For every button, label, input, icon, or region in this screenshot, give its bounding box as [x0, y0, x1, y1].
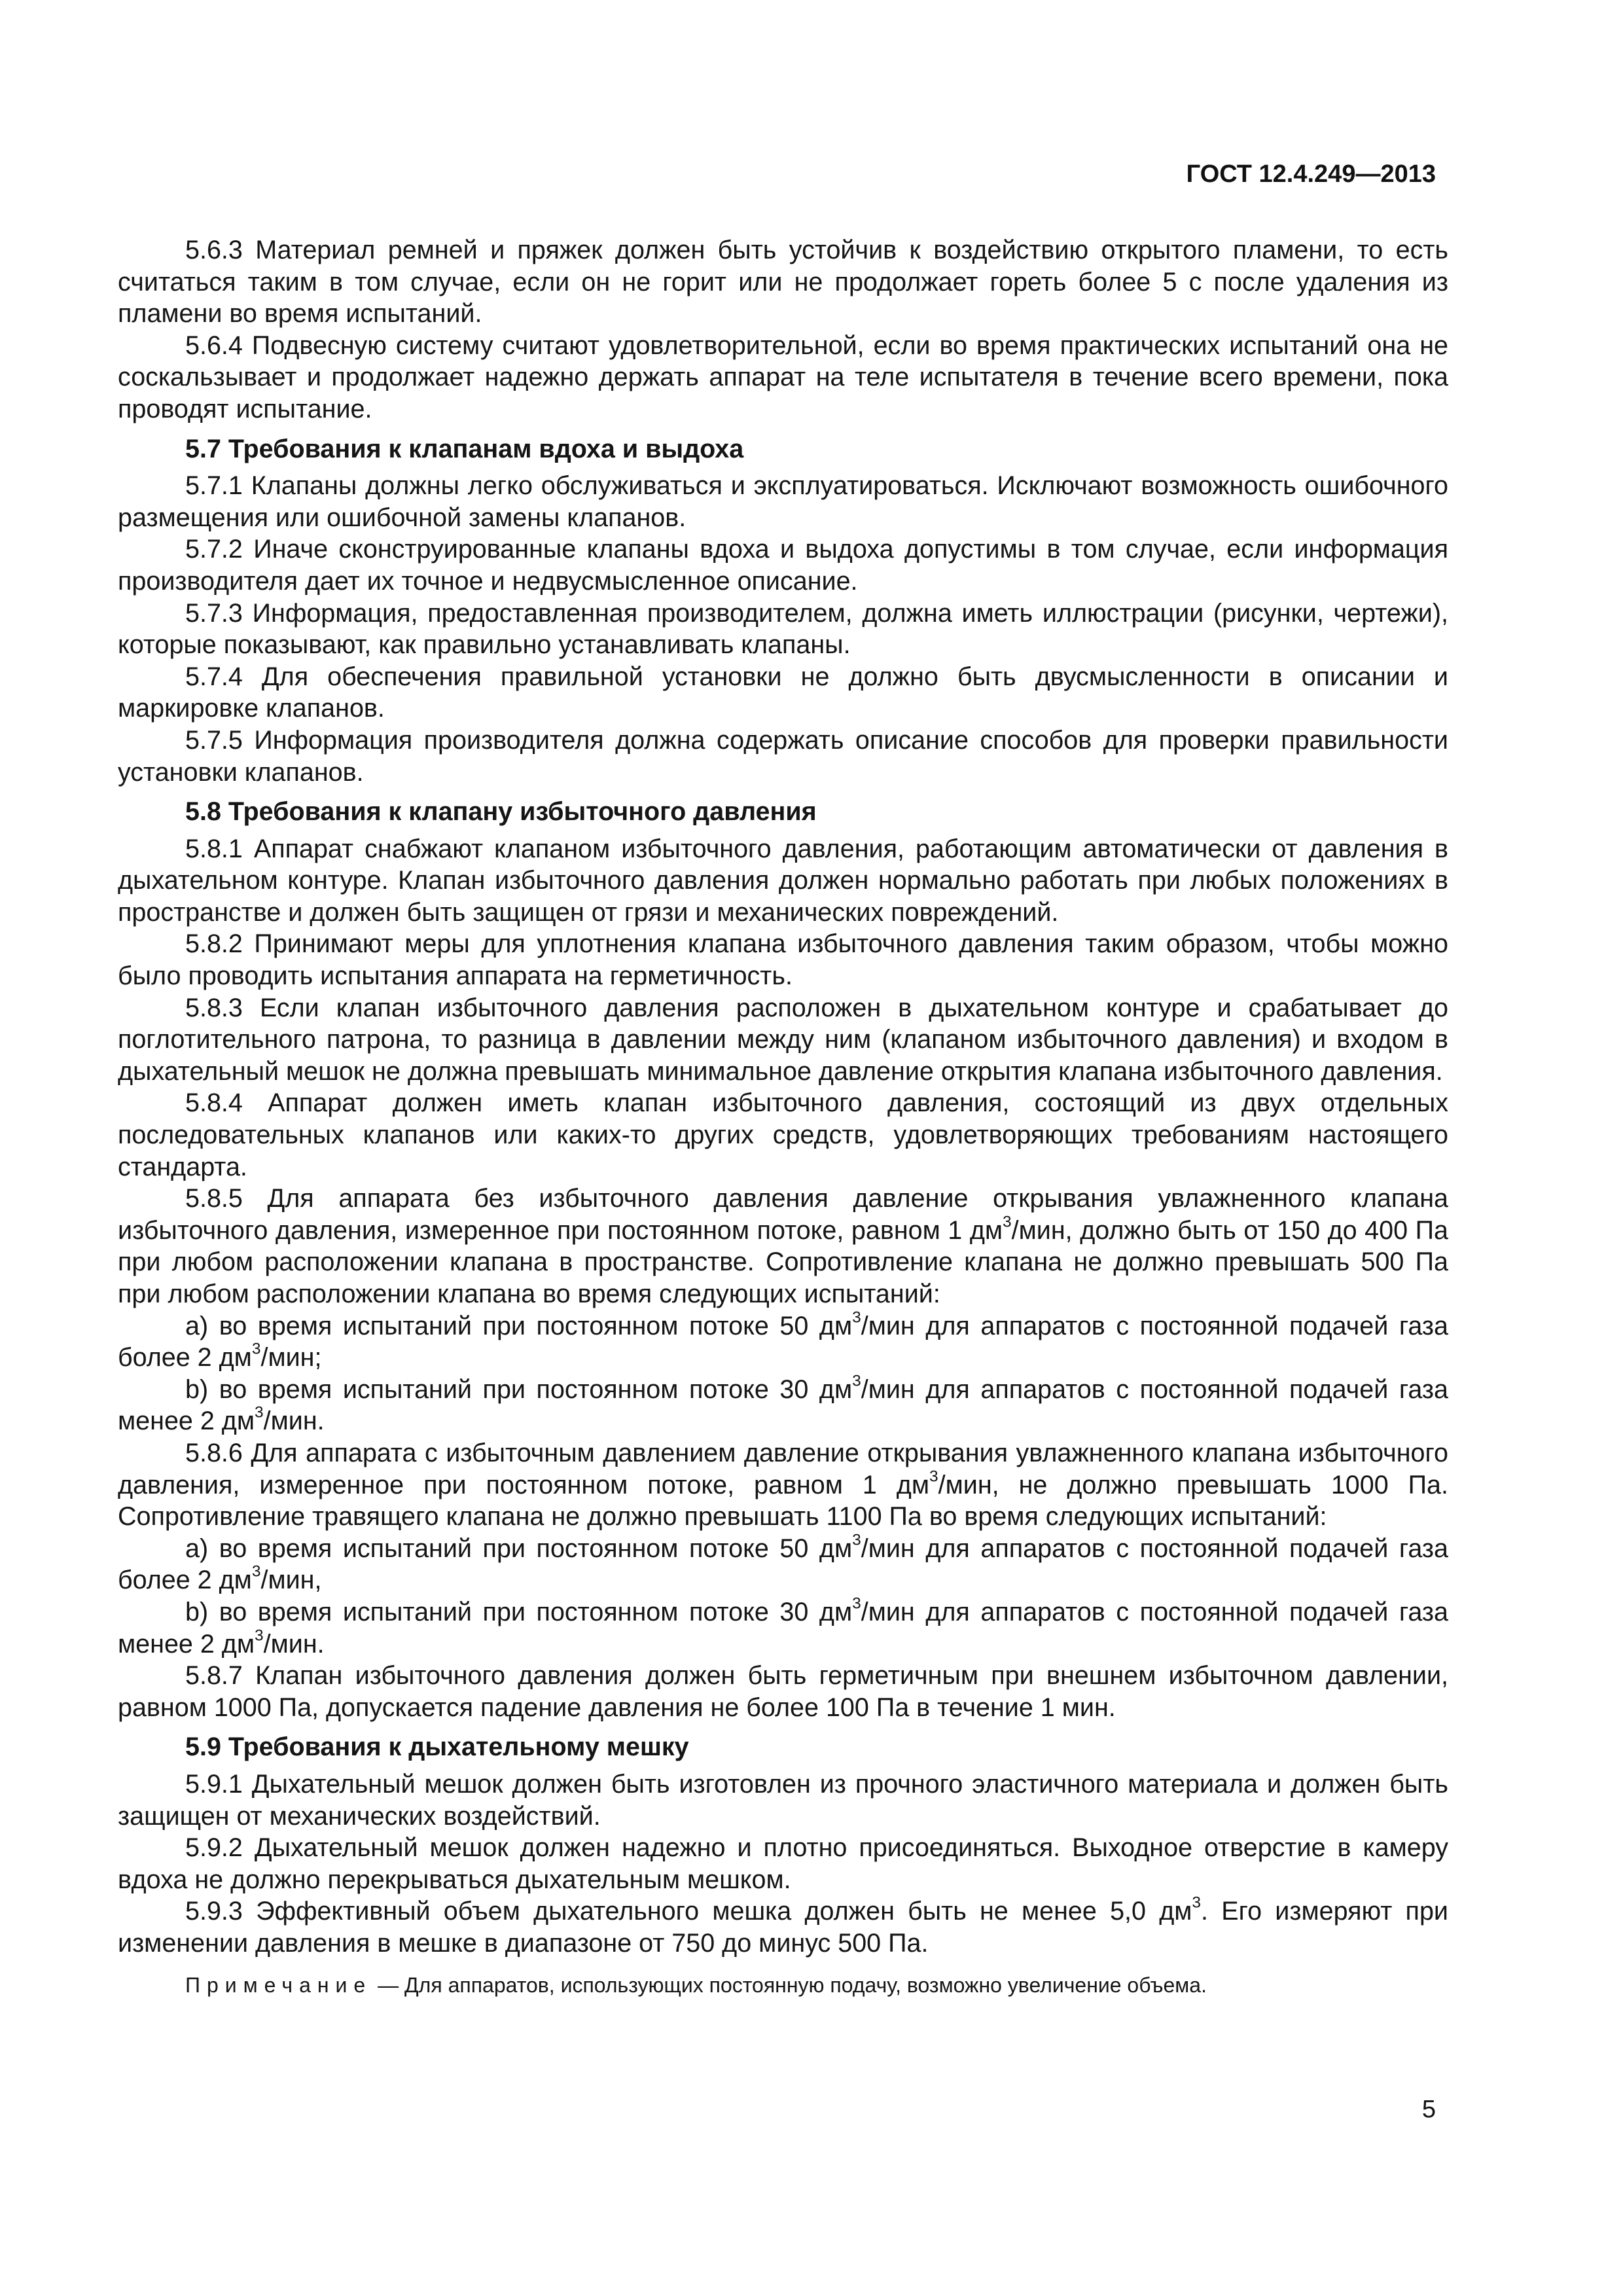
clause-5-8-6: 5.8.6 Для аппарата с избыточным давлением давление открывания увлажненного клапана избыточного давления, измеренное при постоянном потоке, равном 1 $дм^3$/мин, не должно превышать 1000 Па. Сопротивление травящего клапана не должно превышать 1100 Па во время следующих испытаний: — [118, 1438, 1449, 1532]
section-heading-5-8: 5.8 Требования к клапану избыточного давления — [185, 797, 817, 827]
clause-5-8-5-item-b: b) во время испытаний при постоянном потоке 30 $дм^3$/мин для аппаратов с постоянной подачей газа менее 2 $дм^3$/мин. — [118, 1372, 1448, 1436]
clause-5-7-2: 5.7.2 Иначе сконструированные клапаны вдоха и выдоха допустимы в том случае, если информация производителя дает их точное и недвусмысленное описание. — [118, 535, 1448, 596]
clause-5-8-4: 5.8.4 Аппарат должен иметь клапан избыточного давления, состоящий из двух отдельных последовательных клапанов или каких-то других средств, удовлетворяющих требованиям настоящего стандарта. — [118, 1088, 1448, 1181]
clause-5-9-3: 5.9.3 Эффективный объем дыхательного мешка должен быть не менее 5,0 $дм^3$. Его измеряют при изменении давления в мешке в диапазоне от 750 до минус 500 Па. — [118, 1893, 1448, 1958]
clause-5-8-3: 5.8.3 Если клапан избыточного давления расположен в дыхательном контуре и срабатывает до поглотительного патрона, то разница в давлении между ним (клапаном избыточного давления) и входом в дыхательный мешок не должна превышать минимальное давление открытия клапана избыточного давления. — [118, 993, 1448, 1086]
clause-5-8-5: 5.8.5 Для аппарата без избыточного давления давление открывания увлажненного клапана избыточного давления, измеренное при постоянном потоке, равном 1 $дм^3$/мин, должно быть от 150 до 400 Па при любом расположении клапана в пространстве. Сопротивление клапана не должно превышать 500 Па при любом расположении клапана во время следующих испытаний: — [118, 1184, 1448, 1308]
note-label: Примечание — [185, 1973, 372, 1998]
clause-5-8-7: 5.8.7 Клапан избыточного давления должен быть герметичным при внешнем избыточном давлении, равном 1000 Па, допускается падение давления не более 100 Па в течение 1 мин. — [118, 1661, 1448, 1722]
clause-5-7-1: 5.7.1 Клапаны должны легко обслуживаться и эксплуатироваться. Исключают возможность ошибочного размещения или ошибочной замены клапанов. — [118, 471, 1448, 532]
clause-5-9-2: 5.9.2 Дыхательный мешок должен надежно и плотно присоединяться. Выходное отверстие в камеру вдоха не должно перекрываться дыхательным мешком. — [118, 1833, 1448, 1894]
clause-5-6-3: 5.6.3 Материал ремней и пряжек должен быть устойчив к воздействию открытого пламени, то есть считаться таким в том случае, если он не горит или не продолжает гореть более 5 с после удаления из пламени во время испытаний. — [118, 236, 1448, 329]
section-heading-5-7: 5.7 Требования к клапанам вдоха и выдоха — [185, 434, 744, 463]
clause-5-6-4: 5.6.4 Подвесную систему считают удовлетворительной, если во время практических испытаний она не соскальзывает и продолжает надежно держать аппарат на теле испытателя в течение всего времени, пока проводят испытание. — [118, 331, 1448, 423]
document-code: ГОСТ 12.4.249—2013 — [1186, 160, 1436, 188]
clause-5-9-1: 5.9.1 Дыхательный мешок должен быть изготовлен из прочного эластичного материала и должен быть защищен от механических воздействий. — [118, 1769, 1448, 1831]
clause-5-8-6-item-b: b) во время испытаний при постоянном потоке 30 $дм^3$/мин для аппаратов с постоянной подачей газа менее 2 $дм^3$/мин. — [118, 1594, 1448, 1659]
document-body — [118, 234, 1448, 2000]
clause-5-8-2: 5.8.2 Принимают меры для уплотнения клапана избыточного давления таким образом, чтобы можно было проводить испытания аппарата на герметичность. — [118, 929, 1448, 991]
clause-5-8-5-item-a: a) во время испытаний при постоянном потоке 50 $дм^3$/мин для аппаратов с постоянной подачей газа более 2 $дм^3$/мин; — [118, 1308, 1448, 1372]
clause-5-7-4: 5.7.4 Для обеспечения правильной установки не должно быть двусмысленности в описании и маркировке клапанов. — [118, 662, 1448, 723]
note — [118, 1971, 1448, 2000]
page-number: 5 — [1421, 2096, 1436, 2123]
clause-5-7-3: 5.7.3 Информация, предоставленная производителем, должна иметь иллюстрации (рисунки, чертежи), которые показывают, как правильно устанавливать клапаны. — [118, 598, 1448, 660]
clause-5-8-6-item-a: a) во время испытаний при постоянном потоке 50 $дм^3$/мин для аппаратов с постоянной подачей газа более 2 $дм^3$/мин, — [118, 1531, 1448, 1595]
section-heading-5-9: 5.9 Требования к дыхательному мешку — [185, 1732, 689, 1762]
clause-5-7-5: 5.7.5 Информация производителя должна содержать описание способов для проверки правильности установки клапанов. — [118, 725, 1448, 787]
clause-5-8-1: 5.8.1 Аппарат снабжают клапаном избыточного давления, работающим автоматически от давления в дыхательном контуре. Клапан избыточного давления должен нормально работать при любых положениях в пространстве и должен быть защищен от грязи и механических повреждений. — [118, 834, 1448, 927]
note-text: — Для аппаратов, использующих постоянную подачу, возможно увеличение объема. — [372, 1973, 1207, 1998]
